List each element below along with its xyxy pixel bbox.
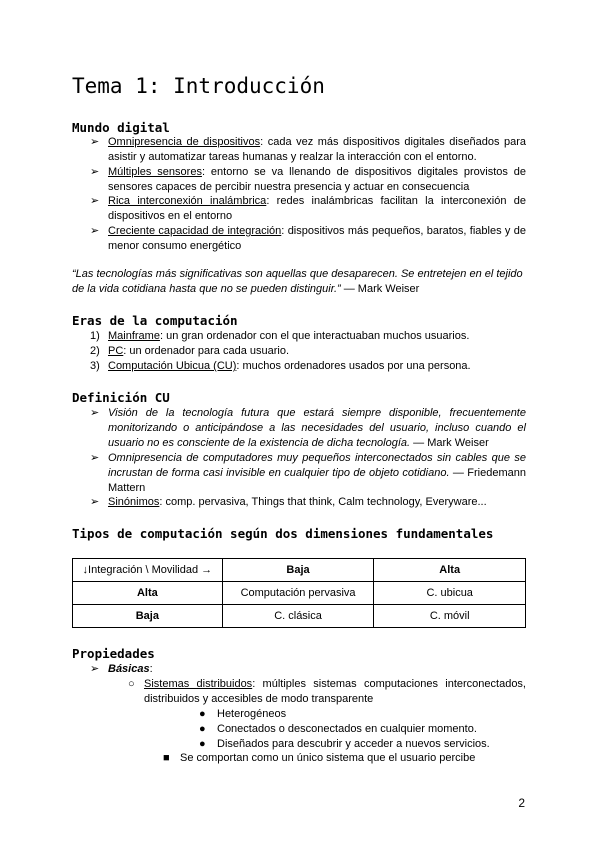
list-item [90, 359, 526, 374]
dot-bullet-icon: ● [199, 708, 206, 720]
table-row [73, 605, 526, 628]
item-term: Sistemas distribuidos [144, 678, 253, 690]
dot-bullet-icon: ● [199, 723, 206, 735]
item-term: Mainframe [108, 330, 160, 342]
section-heading-tipos: Tipos de computación según dos dimensiones fundamentales [72, 526, 494, 541]
section-heading-eras: Eras de la computación [72, 313, 238, 328]
table-cell: C. clásica [222, 605, 374, 628]
arrow-bullet-icon: ➢ [90, 663, 100, 675]
table-header-cell: Alta [374, 559, 526, 582]
list-item [90, 344, 526, 359]
list-item [90, 165, 526, 195]
arrow-bullet-icon: ➢ [90, 496, 100, 508]
table-row-label: Baja [73, 605, 223, 628]
quote-author: — Mark Weiser [410, 437, 489, 449]
table-header-cell: Baja [222, 559, 374, 582]
item-text: : dispositivos más pequeños, baratos, fiables y de menor consumo energético [108, 225, 527, 252]
table-cell: C. ubicua [374, 582, 526, 605]
quote-text: Omnipresencia de computadores muy pequeños interconectados sin cables que se incrustan de forma casi invisible en cualquier tipo de objeto cotidiano. [108, 452, 526, 479]
item-number: 1) [90, 330, 100, 342]
list-item [199, 722, 477, 737]
list-item [90, 329, 526, 344]
item-term: PC [108, 345, 124, 357]
table-row [73, 582, 526, 605]
item-text: : entorno se va llenando de dispositivos digitales provistos de sensores capaces de percibir nuestra presencia y actuar en consecuencia [108, 166, 527, 193]
quote-text: “Las tecnologías más significativas son aquellas que desaparecen. Se entretejen en el tejido de la vida cotidiana hasta que no se pueden distinguir.” [72, 268, 523, 295]
table-row-label: Alta [73, 582, 223, 605]
square-bullet-icon: ■ [163, 752, 170, 764]
weiser-quote [72, 267, 528, 297]
item-term: Múltiples sensores [108, 166, 202, 178]
list-item [128, 677, 526, 707]
arrow-bullet-icon: ➢ [90, 195, 100, 207]
item-text: Se comportan como un único sistema que el usuario percibe [180, 752, 476, 764]
item-term: Sinónimos [108, 496, 160, 508]
quote-author: — Friedemann Mattern [108, 467, 526, 494]
table-corner-cell: ↓Integración \ Movilidad → [73, 559, 223, 582]
item-text: : muchos ordenadores usados por una persona. [236, 360, 471, 372]
table-header-row [73, 559, 526, 582]
item-term: Rica interconexión inalámbrica [108, 195, 267, 207]
table-cell: Computación pervasiva [222, 582, 374, 605]
arrow-bullet-icon: ➢ [90, 407, 100, 419]
page-title: Tema 1: Introducción [72, 74, 325, 98]
list-item [199, 737, 490, 752]
list-item [90, 495, 526, 510]
section-heading-definicion: Definición CU [72, 390, 170, 405]
item-term: Omnipresencia de dispositivos [108, 136, 261, 148]
item-text: : múltiples sistemas computaciones interconectados, distribuidos y accesibles de modo transparente [144, 678, 526, 705]
arrow-bullet-icon: ➢ [90, 166, 100, 178]
item-text: Conectados o desconectados en cualquier momento. [217, 723, 477, 735]
computing-types-table [72, 558, 526, 628]
item-number: 2) [90, 345, 100, 357]
quote-text: Visión de la tecnología futura que estará siempre disponible, frecuentemente monitorizando o anticipándose a las necesidades del usuario, incluso cuando el usuario no es consciente de la existencia de dicha tecnología. [108, 407, 526, 449]
item-text: : un gran ordenador con el que interactuaban muchos usuarios. [159, 330, 470, 342]
arrow-bullet-icon: ➢ [90, 452, 100, 464]
item-term: Creciente capacidad de integración [108, 225, 282, 237]
item-text: : comp. pervasiva, Things that think, Calm technology, Everyware... [159, 496, 487, 508]
list-item [199, 707, 286, 722]
list-item [90, 194, 526, 224]
item-text: : redes inalámbricas facilitan la interconexión de dispositivos en el entorno [108, 195, 527, 222]
item-text: : [149, 663, 153, 675]
quote-author: — Mark Weiser [340, 283, 420, 295]
list-item [163, 751, 475, 766]
page-number: 2 [518, 796, 525, 810]
section-heading-propiedades: Propiedades [72, 646, 155, 661]
list-item [90, 406, 526, 451]
section-heading-mundo-digital: Mundo digital [72, 120, 170, 135]
item-text: : un ordenador para cada usuario. [123, 345, 290, 357]
list-item [90, 451, 526, 496]
item-text: Heterogéneos [217, 708, 287, 720]
item-text: Diseñados para descubrir y acceder a nuevos servicios. [217, 738, 490, 750]
list-item [90, 224, 526, 254]
arrow-bullet-icon: ➢ [90, 225, 100, 237]
table-cell: C. móvil [374, 605, 526, 628]
dot-bullet-icon: ● [199, 738, 206, 750]
list-item [90, 662, 153, 677]
item-term: Computación Ubicua (CU) [108, 360, 237, 372]
arrow-bullet-icon: ➢ [90, 136, 100, 148]
circle-bullet-icon: ○ [128, 678, 135, 690]
item-number: 3) [90, 360, 100, 372]
item-text: : cada vez más dispositivos digitales diseñados para asistir y automatizar tareas humanas y realzar la interacción con el entorno. [108, 136, 526, 163]
list-item [90, 135, 526, 165]
item-term: Básicas [108, 663, 150, 675]
